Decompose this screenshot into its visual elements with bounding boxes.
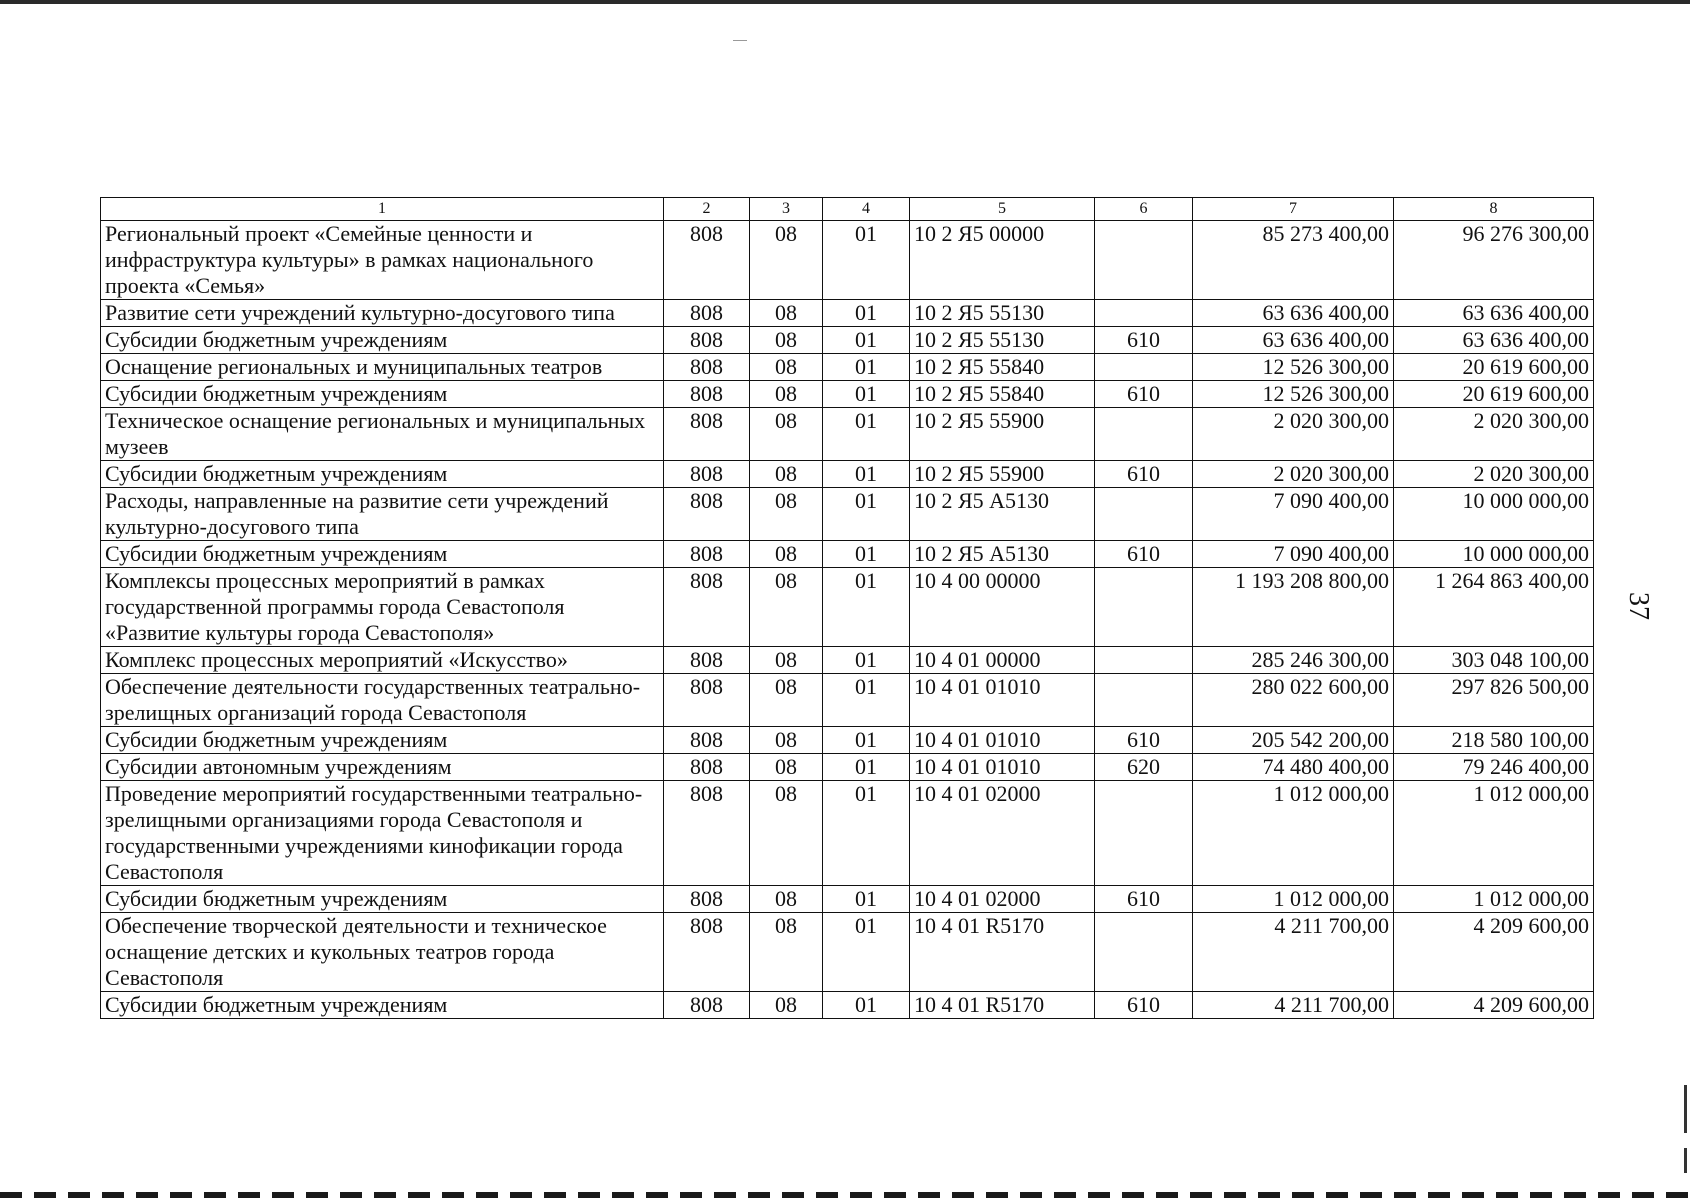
amount-year2-cell: 10 000 000,00 [1394,541,1594,568]
admin-code-cell: 808 [664,221,750,300]
table-row [101,408,1594,461]
amount-year1-cell: 74 480 400,00 [1193,754,1394,781]
table-row [101,568,1594,647]
admin-code-cell: 808 [664,327,750,354]
amount-year1-cell: 63 636 400,00 [1193,300,1394,327]
item-name-cell: Субсидии бюджетным учреждениям [101,541,664,568]
table-row [101,674,1594,727]
table-row [101,727,1594,754]
subsection-code-cell: 01 [823,408,910,461]
target-article-cell: 10 4 01 02000 [910,781,1095,886]
item-name-cell: Субсидии бюджетным учреждениям [101,992,664,1019]
item-name-cell: Региональный проект «Семейные ценности и инфраструктура культуры» в рамках национального проекта «Семья» [101,221,664,300]
section-code-cell: 08 [750,568,823,647]
target-article-cell: 10 4 01 R5170 [910,992,1095,1019]
item-name-cell: Развитие сети учреждений культурно-досугового типа [101,300,664,327]
item-name-cell: Субсидии бюджетным учреждениям [101,727,664,754]
amount-year2-cell: 4 209 600,00 [1394,913,1594,992]
section-code-cell: 08 [750,488,823,541]
expense-type-cell: 610 [1095,381,1193,408]
subsection-code-cell: 01 [823,992,910,1019]
amount-year2-cell: 2 020 300,00 [1394,461,1594,488]
subsection-code-cell: 01 [823,886,910,913]
subsection-code-cell: 01 [823,354,910,381]
page-number: 37 [1623,592,1654,620]
amount-year1-cell: 280 022 600,00 [1193,674,1394,727]
item-name-cell: Проведение мероприятий государственными театрально-зрелищными организациями города Севастополя и государственными учреждениями кинофикации города Севастополя [101,781,664,886]
amount-year1-cell: 4 211 700,00 [1193,913,1394,992]
expense-type-cell [1095,913,1193,992]
header-cell: 8 [1394,198,1594,221]
target-article-cell: 10 4 01 01010 [910,674,1095,727]
item-name-cell: Расходы, направленные на развитие сети учреждений культурно-досугового типа [101,488,664,541]
table-row [101,541,1594,568]
amount-year2-cell: 4 209 600,00 [1394,992,1594,1019]
budget-table [100,197,1594,1019]
admin-code-cell: 808 [664,674,750,727]
expense-type-cell [1095,647,1193,674]
section-code-cell: 08 [750,754,823,781]
target-article-cell: 10 4 01 R5170 [910,913,1095,992]
expense-type-cell: 610 [1095,461,1193,488]
target-article-cell: 10 4 00 00000 [910,568,1095,647]
table-row [101,992,1594,1019]
section-code-cell: 08 [750,461,823,488]
expense-type-cell [1095,781,1193,886]
amount-year2-cell: 20 619 600,00 [1394,381,1594,408]
subsection-code-cell: 01 [823,568,910,647]
admin-code-cell: 808 [664,913,750,992]
amount-year1-cell: 2 020 300,00 [1193,408,1394,461]
admin-code-cell: 808 [664,647,750,674]
header-cell: 2 [664,198,750,221]
table-row [101,913,1594,992]
amount-year2-cell: 1 264 863 400,00 [1394,568,1594,647]
item-name-cell: Техническое оснащение региональных и муниципальных музеев [101,408,664,461]
target-article-cell: 10 2 Я5 00000 [910,221,1095,300]
section-code-cell: 08 [750,992,823,1019]
table-row [101,781,1594,886]
item-name-cell: Комплекс процессных мероприятий «Искусство» [101,647,664,674]
table-row [101,647,1594,674]
expense-type-cell: 610 [1095,327,1193,354]
target-article-cell: 10 4 01 00000 [910,647,1095,674]
amount-year2-cell: 303 048 100,00 [1394,647,1594,674]
admin-code-cell: 808 [664,727,750,754]
amount-year2-cell: 2 020 300,00 [1394,408,1594,461]
section-code-cell: 08 [750,886,823,913]
admin-code-cell: 808 [664,461,750,488]
table-row [101,754,1594,781]
amount-year1-cell: 1 012 000,00 [1193,886,1394,913]
admin-code-cell: 808 [664,381,750,408]
expense-type-cell: 620 [1095,754,1193,781]
admin-code-cell: 808 [664,300,750,327]
subsection-code-cell: 01 [823,727,910,754]
expense-type-cell: 610 [1095,886,1193,913]
scan-right-mark [1684,1085,1687,1133]
amount-year1-cell: 7 090 400,00 [1193,541,1394,568]
amount-year1-cell: 7 090 400,00 [1193,488,1394,541]
expense-type-cell: 610 [1095,727,1193,754]
expense-type-cell [1095,488,1193,541]
section-code-cell: 08 [750,541,823,568]
amount-year1-cell: 1 193 208 800,00 [1193,568,1394,647]
amount-year1-cell: 12 526 300,00 [1193,381,1394,408]
header-cell: 6 [1095,198,1193,221]
header-cell: 4 [823,198,910,221]
header-cell: 3 [750,198,823,221]
target-article-cell: 10 2 Я5 55900 [910,408,1095,461]
section-code-cell: 08 [750,327,823,354]
subsection-code-cell: 01 [823,541,910,568]
amount-year2-cell: 20 619 600,00 [1394,354,1594,381]
amount-year1-cell: 4 211 700,00 [1193,992,1394,1019]
expense-type-cell: 610 [1095,541,1193,568]
subsection-code-cell: 01 [823,381,910,408]
table-row [101,886,1594,913]
item-name-cell: Оснащение региональных и муниципальных театров [101,354,664,381]
admin-code-cell: 808 [664,488,750,541]
amount-year2-cell: 96 276 300,00 [1394,221,1594,300]
amount-year2-cell: 10 000 000,00 [1394,488,1594,541]
table-row [101,327,1594,354]
expense-type-cell [1095,354,1193,381]
header-cell: 7 [1193,198,1394,221]
table-row [101,381,1594,408]
amount-year1-cell: 285 246 300,00 [1193,647,1394,674]
target-article-cell: 10 4 01 02000 [910,886,1095,913]
amount-year2-cell: 63 636 400,00 [1394,327,1594,354]
header-cell: 5 [910,198,1095,221]
amount-year2-cell: 63 636 400,00 [1394,300,1594,327]
subsection-code-cell: 01 [823,781,910,886]
expense-type-cell [1095,221,1193,300]
section-code-cell: 08 [750,674,823,727]
subsection-code-cell: 01 [823,674,910,727]
header-cell: 1 [101,198,664,221]
section-code-cell: 08 [750,300,823,327]
section-code-cell: 08 [750,781,823,886]
amount-year1-cell: 205 542 200,00 [1193,727,1394,754]
amount-year1-cell: 1 012 000,00 [1193,781,1394,886]
item-name-cell: Субсидии бюджетным учреждениям [101,327,664,354]
amount-year1-cell: 2 020 300,00 [1193,461,1394,488]
admin-code-cell: 808 [664,781,750,886]
amount-year1-cell: 12 526 300,00 [1193,354,1394,381]
table-row [101,300,1594,327]
item-name-cell: Обеспечение деятельности государственных театрально-зрелищных организаций города Севастополя [101,674,664,727]
table-row [101,354,1594,381]
scan-mark [733,40,747,41]
item-name-cell: Субсидии автономным учреждениям [101,754,664,781]
header-row [101,198,1594,221]
scan-top-edge [0,0,1690,4]
table-row [101,488,1594,541]
target-article-cell: 10 2 Я5 55130 [910,327,1095,354]
section-code-cell: 08 [750,354,823,381]
admin-code-cell: 808 [664,754,750,781]
amount-year2-cell: 1 012 000,00 [1394,886,1594,913]
target-article-cell: 10 2 Я5 55130 [910,300,1095,327]
subsection-code-cell: 01 [823,327,910,354]
amount-year1-cell: 63 636 400,00 [1193,327,1394,354]
item-name-cell: Субсидии бюджетным учреждениям [101,886,664,913]
expense-type-cell [1095,568,1193,647]
expense-type-cell [1095,674,1193,727]
table-row [101,221,1594,300]
section-code-cell: 08 [750,913,823,992]
subsection-code-cell: 01 [823,488,910,541]
section-code-cell: 08 [750,408,823,461]
section-code-cell: 08 [750,381,823,408]
item-name-cell: Субсидии бюджетным учреждениям [101,381,664,408]
item-name-cell: Обеспечение творческой деятельности и техническое оснащение детских и кукольных театров города Севастополя [101,913,664,992]
expense-type-cell [1095,300,1193,327]
admin-code-cell: 808 [664,354,750,381]
amount-year2-cell: 1 012 000,00 [1394,781,1594,886]
amount-year2-cell: 297 826 500,00 [1394,674,1594,727]
subsection-code-cell: 01 [823,300,910,327]
subsection-code-cell: 01 [823,647,910,674]
section-code-cell: 08 [750,727,823,754]
subsection-code-cell: 01 [823,754,910,781]
target-article-cell: 10 4 01 01010 [910,727,1095,754]
admin-code-cell: 808 [664,886,750,913]
section-code-cell: 08 [750,647,823,674]
subsection-code-cell: 01 [823,221,910,300]
target-article-cell: 10 2 Я5 А5130 [910,488,1095,541]
expense-type-cell [1095,408,1193,461]
table-body [101,221,1594,1019]
section-code-cell: 08 [750,221,823,300]
target-article-cell: 10 2 Я5 55840 [910,381,1095,408]
scan-right-mark [1684,1148,1687,1173]
table-row [101,461,1594,488]
target-article-cell: 10 2 Я5 А5130 [910,541,1095,568]
expense-type-cell: 610 [1095,992,1193,1019]
item-name-cell: Субсидии бюджетным учреждениям [101,461,664,488]
admin-code-cell: 808 [664,541,750,568]
target-article-cell: 10 2 Я5 55900 [910,461,1095,488]
admin-code-cell: 808 [664,408,750,461]
amount-year2-cell: 218 580 100,00 [1394,727,1594,754]
amount-year2-cell: 79 246 400,00 [1394,754,1594,781]
admin-code-cell: 808 [664,992,750,1019]
amount-year1-cell: 85 273 400,00 [1193,221,1394,300]
target-article-cell: 10 2 Я5 55840 [910,354,1095,381]
scan-bottom-edge [0,1192,1690,1198]
target-article-cell: 10 4 01 01010 [910,754,1095,781]
subsection-code-cell: 01 [823,461,910,488]
admin-code-cell: 808 [664,568,750,647]
subsection-code-cell: 01 [823,913,910,992]
item-name-cell: Комплексы процессных мероприятий в рамках государственной программы города Севастополя «Развитие культуры города Севастополя» [101,568,664,647]
